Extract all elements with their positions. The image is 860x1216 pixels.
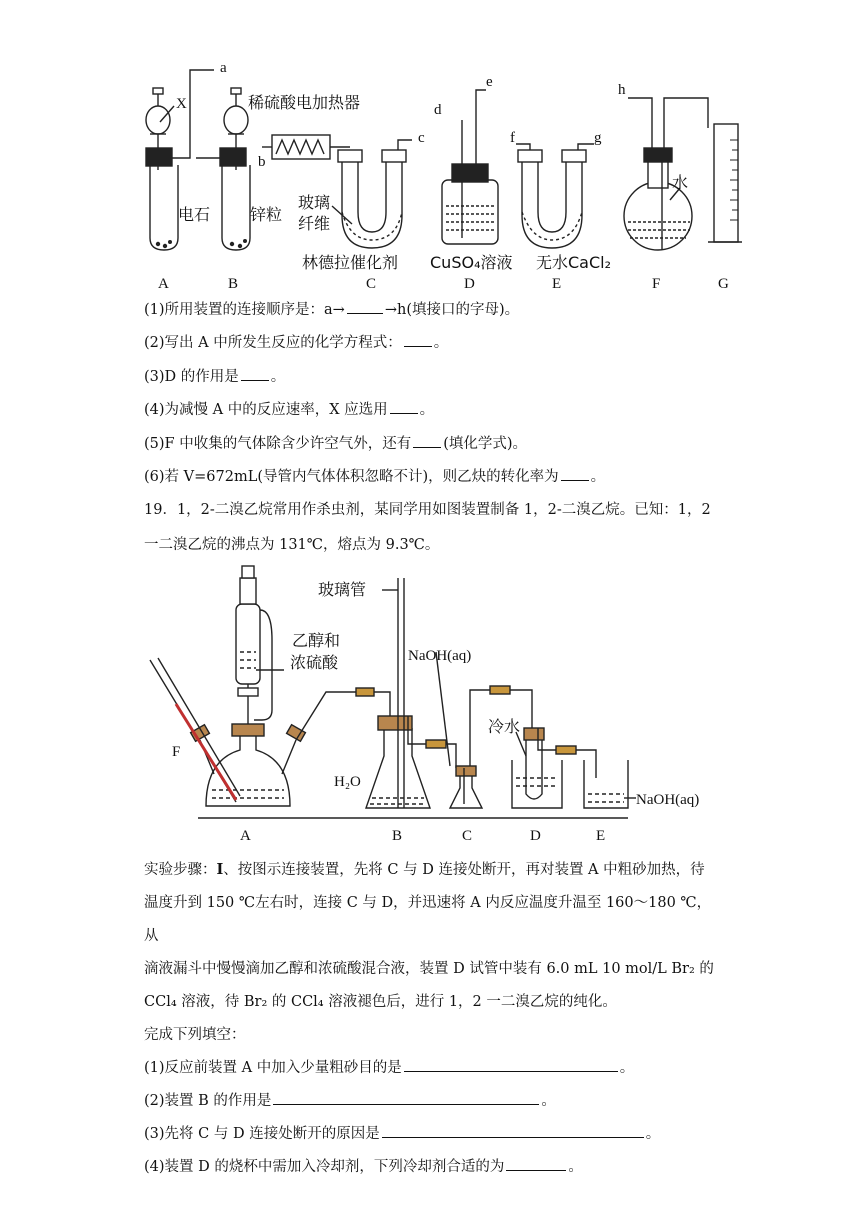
apparatus2-label-e: E [596, 828, 606, 844]
u-tube-c [342, 160, 402, 248]
label-glass-fiber-1: 玻璃 [298, 193, 331, 212]
measuring-cylinder-g [714, 124, 738, 242]
label-ethanol-2: 浓硫酸 [290, 653, 339, 672]
figure-1-acetylene-apparatus [0, 0, 860, 300]
label-zinc: 锌粒 [250, 205, 283, 224]
thermometer-mercury [176, 704, 236, 800]
q18-part-4: (4)为减慢 A 中的反应速率，X 应选用 。 [144, 402, 435, 418]
label-cuso4: CuSO₄溶液 [430, 253, 513, 272]
apparatus-label-c: C [366, 276, 377, 292]
apparatus2-label-a: A [240, 828, 251, 844]
label-ethanol-1: 乙醇和 [292, 631, 341, 650]
label-x: X [176, 96, 187, 112]
q18-part-2: (2)写出 A 中所发生反应的化学方程式： 。 [144, 335, 449, 351]
label-water: 水 [672, 173, 689, 192]
q19-part-3: (3)先将 C 与 D 连接处断开的原因是 。 [144, 1126, 661, 1142]
label-h2o: H₂O [334, 774, 361, 790]
dropping-funnel [236, 604, 260, 684]
label-cacl2: 无水CaCl₂ [536, 253, 612, 272]
fill-instruction: 完成下列填空： [144, 1027, 246, 1043]
apparatus-label-b: B [228, 276, 239, 292]
label-calcium-carbide: 电石 [178, 205, 211, 224]
port-f: f [510, 130, 515, 146]
q19-part-2: (2)装置 B 的作用是 。 [144, 1093, 556, 1109]
q19-part-1: (1)反应前装置 A 中加入少量粗砂目的是 。 [144, 1060, 635, 1076]
steps-line-3: 滴液漏斗中慢慢滴加乙醇和浓硫酸混合液，装置 D 试管中装有 6.0 mL 10 mol/L Br₂ 的 [144, 961, 714, 977]
q18-part-3: (3)D 的作用是 。 [144, 369, 286, 385]
apparatus2-label-d: D [530, 828, 541, 844]
port-b: b [258, 154, 266, 170]
flask-c [450, 776, 482, 808]
port-h: h [618, 82, 626, 98]
q18-part-6: (6)若 V=672mL(导管内气体体积忽略不计)，则乙炔的转化率为 。 [144, 469, 606, 485]
steps-line-4: CCl₄ 溶液，待 Br₂ 的 CCl₄ 溶液褪色后，进行 1，2 一二溴乙烷的纯化。 [144, 994, 617, 1010]
bottle-d [442, 180, 498, 244]
label-naoh-top: NaOH(aq) [408, 648, 472, 664]
q18-part-5: (5)F 中收集的气体除含少许空气外，还有 (填化学式)。 [144, 436, 528, 452]
beaker-d [512, 760, 562, 808]
q19-intro-line-1: 19．1，2-二溴乙烷常用作杀虫剂，某同学用如图装置制备 1，2-二溴乙烷。已知：1，2 [144, 502, 711, 518]
apparatus-label-a: A [158, 276, 169, 292]
port-g: g [594, 130, 602, 146]
flask-f [624, 182, 692, 250]
port-c: c [418, 130, 425, 146]
figure-2-dibromoethane-apparatus [0, 560, 860, 850]
label-glass-tube: 玻璃管 [318, 580, 367, 599]
port-a: a [220, 60, 227, 76]
port-e: e [486, 74, 493, 90]
steps-line-2: 温度升到 150 ℃左右时，连接 C 与 D，并迅速将 A 内反应温度升温至 160～180 ℃，从 [144, 895, 712, 944]
steps-line-1: 实验步骤：I、按图示连接装置，先将 C 与 D 连接处断开，再对装置 A 中粗砂加热，待 [144, 861, 705, 878]
apparatus2-label-b: B [392, 828, 403, 844]
apparatus-label-f: F [652, 276, 661, 292]
label-acid-heater: 稀硫酸电加热器 [248, 93, 361, 112]
u-tube-e [522, 160, 582, 248]
label-cold-water: 冷水 [488, 717, 521, 736]
port-d: d [434, 102, 442, 118]
label-naoh-right: NaOH(aq) [636, 792, 700, 808]
experiment-steps [144, 853, 724, 1184]
label-thermometer-f: F [172, 744, 181, 760]
apparatus-label-e: E [552, 276, 562, 292]
funnel-b [224, 106, 248, 134]
label-lindlar-catalyst: 林德拉催化剂 [302, 253, 399, 272]
beaker-e [584, 760, 628, 808]
label-glass-fiber-2: 纤维 [298, 214, 331, 233]
q19-part-4: (4)装置 D 的烧杯中需加入冷却剂，下列冷却剂合适的为 。 [144, 1159, 583, 1175]
funnel-a [146, 106, 170, 134]
q18-part-1: (1)所用装置的连接顺序是：a→ →h(填接口的字母)。 [144, 302, 520, 318]
test-tube-b [222, 165, 250, 250]
test-tube-a [150, 165, 178, 250]
apparatus2-label-c: C [462, 828, 473, 844]
q19-intro-line-2: 一二溴乙烷的沸点为 131℃，熔点为 9.3℃。 [144, 537, 440, 553]
apparatus-label-d: D [464, 276, 475, 292]
apparatus-label-g: G [718, 276, 729, 292]
test-tube-d [526, 740, 542, 799]
